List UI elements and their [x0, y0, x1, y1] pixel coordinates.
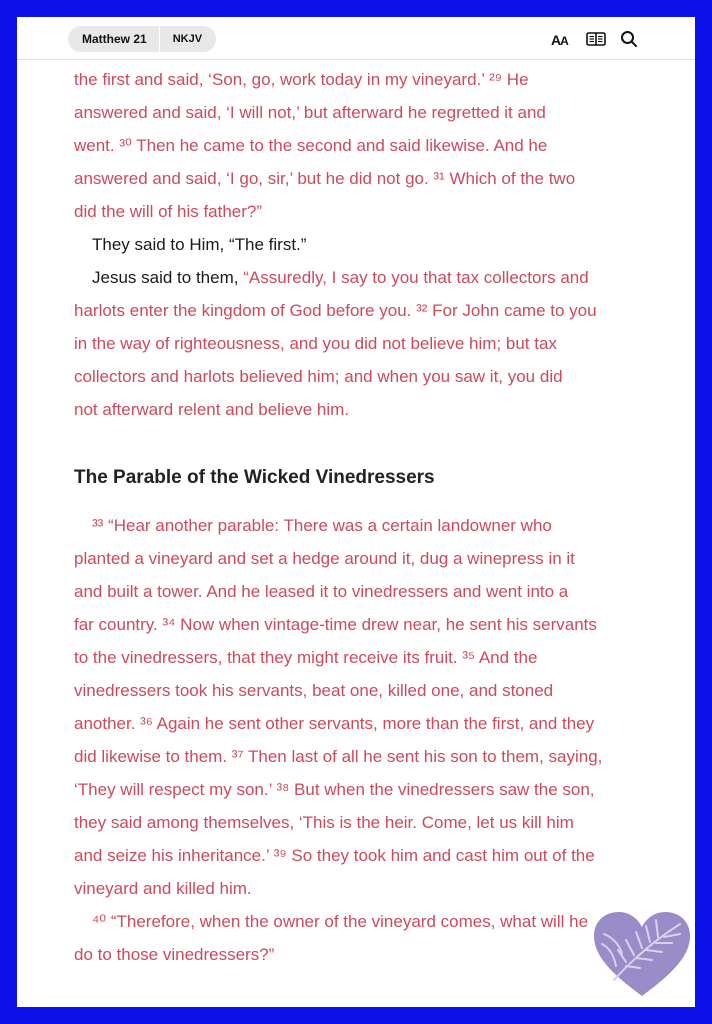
verse-line: They said to Him, “The first.”: [92, 235, 307, 254]
verse-line: vineyard and killed him.: [74, 879, 252, 898]
verse-line: not afterward relent and believe him.: [74, 400, 349, 419]
search-icon[interactable]: [620, 30, 638, 53]
verse-line: and built a tower. And he leased it to vinedressers and went into a: [74, 582, 569, 601]
reference-selector: [68, 26, 216, 52]
verse-line: harlots enter the kingdom of God before you. ³² For John came to you: [74, 301, 597, 320]
reader-frame: [17, 17, 695, 1007]
verse-line: went. ³⁰ Then he came to the second and said likewise. And he: [74, 136, 548, 155]
verse-line: do to those vinedressers?”: [74, 945, 275, 964]
verse-line: far country. ³⁴ Now when vintage-time drew near, he sent his servants: [74, 615, 597, 634]
reader-toolbar: [17, 17, 695, 60]
book-icon[interactable]: [586, 31, 606, 52]
verse-line: and seize his inheritance.’ ³⁹ So they took him and cast him out of the: [74, 846, 595, 865]
verse-line: vinedressers took his servants, beat one, killed one, and stoned: [74, 681, 554, 700]
verse-line: ³³ “Hear another parable: There was a certain landowner who: [92, 516, 552, 535]
verse-line: [92, 261, 589, 294]
verse-line: did the will of his father?”: [74, 202, 263, 221]
verse-line: another. ³⁶ Again he sent other servants, more than the first, and they: [74, 714, 595, 733]
verse-line: to the vinedressers, that they might receive its fruit. ³⁵ And the: [74, 648, 538, 667]
verse-line: in the way of righteousness, and you did not believe him; but tax: [74, 334, 557, 353]
heart-leaf-icon: [592, 910, 692, 1000]
verse-line: answered and said, ‘I go, sir,’ but he did not go. ³¹ Which of the two: [74, 169, 576, 188]
book-chapter-button[interactable]: Matthew 21: [82, 32, 147, 46]
verse-line: answered and said, ‘I will not,’ but afterward he regretted it and: [74, 103, 546, 122]
section-heading: The Parable of the Wicked Vinedressers: [74, 467, 435, 488]
verse-line: did likewise to them. ³⁷ Then last of all he sent his son to them, saying,: [74, 747, 603, 766]
verse-line: ⁴⁰ “Therefore, when the owner of the vineyard comes, what will he: [92, 912, 589, 931]
words-of-jesus: “Assuredly, I say to you that tax collectors and: [243, 268, 589, 287]
verse-line: collectors and harlots believed him; and when you saw it, you did: [74, 367, 563, 386]
verse-line: they said among themselves, ‘This is the heir. Come, let us kill him: [74, 813, 574, 832]
text-size-icon[interactable]: AA: [551, 32, 568, 48]
narration-text: Jesus said to them,: [92, 268, 244, 287]
verse-line: planted a vineyard and set a hedge around it, dug a winepress in it: [74, 549, 575, 568]
verse-line: ‘They will respect my son.’ ³⁸ But when the vinedressers saw the son,: [74, 780, 595, 799]
verse-line: the first and said, ‘Son, go, work today in my vineyard.’ ²⁹ He: [74, 70, 529, 89]
version-button[interactable]: NKJV: [172, 33, 203, 45]
